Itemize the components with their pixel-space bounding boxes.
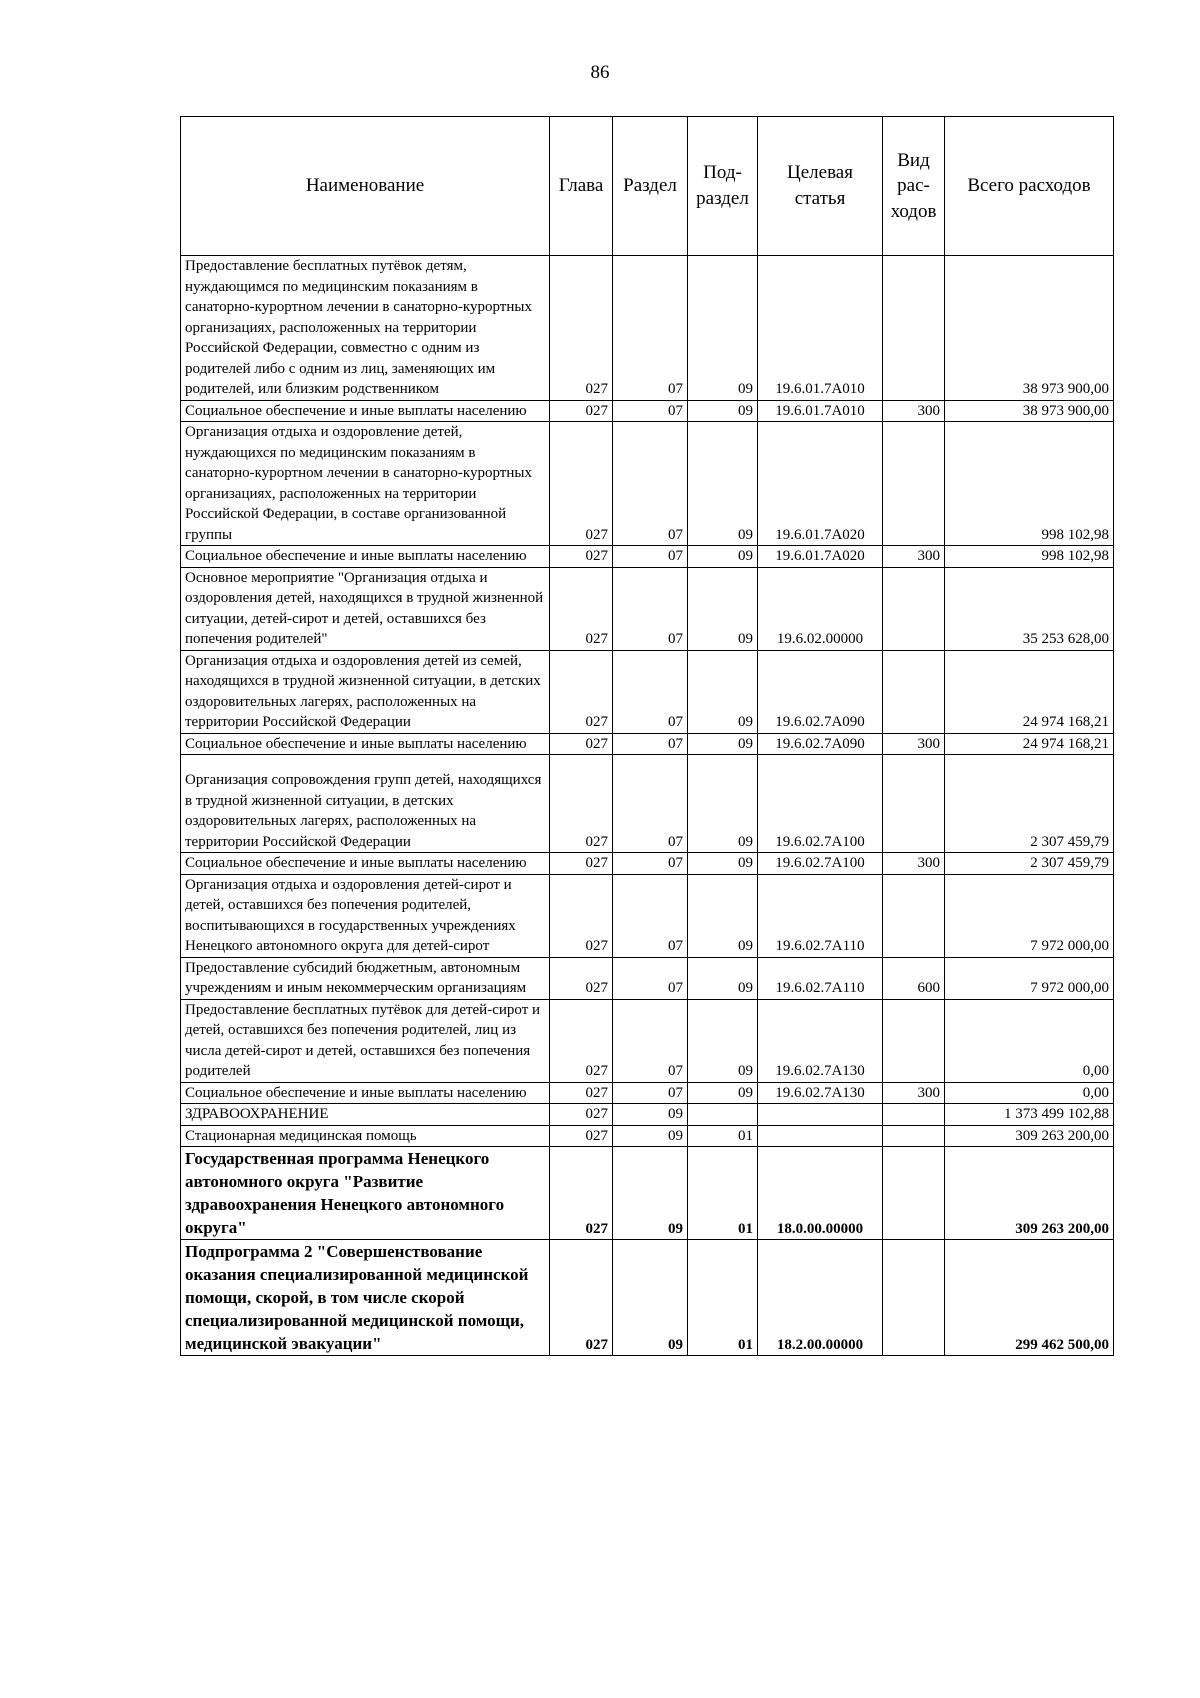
table-row [181, 650, 1114, 733]
cell-subsection: 09 [688, 567, 758, 650]
cell-section: 07 [613, 650, 688, 733]
cell-section: 07 [613, 874, 688, 957]
table-row [181, 999, 1114, 1082]
header-expense-type: Вид рас- ходов [883, 117, 945, 256]
cell-chapter: 027 [550, 1082, 613, 1104]
cell-total: 0,00 [945, 1082, 1114, 1104]
cell-expense-type: 300 [883, 733, 945, 755]
table-row [181, 1125, 1114, 1147]
cell-subsection: 09 [688, 999, 758, 1082]
cell-name: Организация отдыха и оздоровление детей, нуждающихся по медицинским показаниям в санаторно-курортном лечении в санаторно-курортных организациях, расположенных на территории Российской Федерации, в составе организованной группы [181, 422, 550, 546]
table-row [181, 400, 1114, 422]
header-name: Наименование [181, 117, 550, 256]
table-row [181, 1240, 1114, 1356]
cell-target-article: 19.6.02.7А090 [758, 650, 883, 733]
cell-subsection: 09 [688, 733, 758, 755]
cell-subsection: 01 [688, 1240, 758, 1356]
cell-expense-type [883, 755, 945, 853]
header-subsection: Под- раздел [688, 117, 758, 256]
cell-target-article: 19.6.01.7А010 [758, 400, 883, 422]
cell-section: 07 [613, 853, 688, 875]
cell-name: Стационарная медицинская помощь [181, 1125, 550, 1147]
cell-target-article: 19.6.01.7А010 [758, 256, 883, 401]
cell-chapter: 027 [550, 400, 613, 422]
table-row [181, 546, 1114, 568]
cell-name: Предоставление бесплатных путёвок для детей-сирот и детей, оставшихся без попечения родителей, лиц из числа детей-сирот и детей, оставшихся без попечения родителей [181, 999, 550, 1082]
cell-name: Подпрограмма 2 "Совершенствование оказания специализированной медицинской помощи, скорой, в том числе скорой специализированной медицинской помощи, медицинской эвакуации" [181, 1240, 550, 1356]
header-chapter: Глава [550, 117, 613, 256]
cell-section: 07 [613, 1082, 688, 1104]
cell-section: 09 [613, 1240, 688, 1356]
table-row [181, 256, 1114, 401]
cell-subsection: 09 [688, 650, 758, 733]
cell-chapter: 027 [550, 733, 613, 755]
cell-subsection [688, 1104, 758, 1126]
cell-name: Государственная программа Ненецкого автономного округа "Развитие здравоохранения Ненецкого автономного округа" [181, 1147, 550, 1240]
cell-target-article: 19.6.02.00000 [758, 567, 883, 650]
cell-total: 38 973 900,00 [945, 400, 1114, 422]
header-target-article: Целевая статья [758, 117, 883, 256]
cell-target-article: 19.6.02.7А130 [758, 999, 883, 1082]
cell-total: 0,00 [945, 999, 1114, 1082]
cell-target-article: 19.6.01.7А020 [758, 546, 883, 568]
cell-name: Социальное обеспечение и иные выплаты населению [181, 733, 550, 755]
cell-name: Организация сопровождения групп детей, находящихся в трудной жизненной ситуации, в детских оздоровительных лагерях, расположенных на территории Российской Федерации [181, 755, 550, 853]
cell-target-article: 18.0.00.00000 [758, 1147, 883, 1240]
cell-total: 299 462 500,00 [945, 1240, 1114, 1356]
budget-table [180, 116, 1114, 1356]
cell-section: 07 [613, 999, 688, 1082]
cell-subsection: 09 [688, 256, 758, 401]
cell-total: 1 373 499 102,88 [945, 1104, 1114, 1126]
cell-expense-type: 300 [883, 1082, 945, 1104]
table-row [181, 567, 1114, 650]
table-row [181, 853, 1114, 875]
cell-target-article [758, 1104, 883, 1126]
cell-subsection: 09 [688, 874, 758, 957]
cell-subsection: 09 [688, 853, 758, 875]
cell-chapter: 027 [550, 1240, 613, 1356]
table-row [181, 957, 1114, 999]
cell-target-article: 19.6.02.7А100 [758, 755, 883, 853]
cell-total: 24 974 168,21 [945, 650, 1114, 733]
cell-name: Предоставление субсидий бюджетным, автономным учреждениям и иным некоммерческим организациям [181, 957, 550, 999]
cell-total: 2 307 459,79 [945, 853, 1114, 875]
table-row [181, 422, 1114, 546]
cell-target-article: 19.6.01.7А020 [758, 422, 883, 546]
cell-expense-type: 300 [883, 853, 945, 875]
cell-section: 07 [613, 546, 688, 568]
cell-total: 38 973 900,00 [945, 256, 1114, 401]
cell-subsection: 09 [688, 546, 758, 568]
table-row [181, 1104, 1114, 1126]
cell-total: 35 253 628,00 [945, 567, 1114, 650]
cell-section: 07 [613, 755, 688, 853]
cell-subsection: 01 [688, 1125, 758, 1147]
cell-subsection: 01 [688, 1147, 758, 1240]
cell-expense-type: 300 [883, 546, 945, 568]
cell-total: 998 102,98 [945, 546, 1114, 568]
cell-chapter: 027 [550, 650, 613, 733]
cell-section: 07 [613, 256, 688, 401]
cell-total: 998 102,98 [945, 422, 1114, 546]
cell-chapter: 027 [550, 999, 613, 1082]
cell-section: 07 [613, 733, 688, 755]
cell-expense-type [883, 256, 945, 401]
cell-section: 07 [613, 957, 688, 999]
cell-name: Социальное обеспечение и иные выплаты населению [181, 546, 550, 568]
cell-total: 24 974 168,21 [945, 733, 1114, 755]
cell-expense-type [883, 1104, 945, 1126]
cell-expense-type [883, 999, 945, 1082]
page-number: 86 [590, 62, 610, 83]
cell-target-article: 19.6.02.7А100 [758, 853, 883, 875]
cell-chapter: 027 [550, 256, 613, 401]
cell-name: Организация отдыха и оздоровления детей-сирот и детей, оставшихся без попечения родителей, воспитывающихся в государственных учреждениях Ненецкого автономного округа для детей-сирот [181, 874, 550, 957]
cell-chapter: 027 [550, 755, 613, 853]
cell-section: 09 [613, 1125, 688, 1147]
table-row [181, 1082, 1114, 1104]
table-row [181, 1147, 1114, 1240]
cell-name: Предоставление бесплатных путёвок детям, нуждающимся по медицинским показаниям в санаторно-курортном лечении в санаторно-курортных организациях, расположенных на территории Российской Федерации, совместно с одним из родителей либо с одним из лиц, заменяющих им родителей, или близким родственником [181, 256, 550, 401]
cell-chapter: 027 [550, 567, 613, 650]
table-row [181, 733, 1114, 755]
cell-total: 309 263 200,00 [945, 1147, 1114, 1240]
cell-name: Организация отдыха и оздоровления детей из семей, находящихся в трудной жизненной ситуации, в детских оздоровительных лагерях, расположенных на территории Российской Федерации [181, 650, 550, 733]
cell-name: Основное мероприятие "Организация отдыха и оздоровления детей, находящихся в трудной жизненной ситуации, детей-сирот и детей, оставшихся без попечения родителей" [181, 567, 550, 650]
cell-section: 07 [613, 400, 688, 422]
header-section: Раздел [613, 117, 688, 256]
cell-target-article: 19.6.02.7А110 [758, 874, 883, 957]
cell-chapter: 027 [550, 1125, 613, 1147]
cell-expense-type [883, 1240, 945, 1356]
cell-chapter: 027 [550, 546, 613, 568]
cell-name: Социальное обеспечение и иные выплаты населению [181, 400, 550, 422]
cell-target-article: 19.6.02.7А110 [758, 957, 883, 999]
cell-chapter: 027 [550, 1147, 613, 1240]
cell-total: 7 972 000,00 [945, 874, 1114, 957]
cell-expense-type: 300 [883, 400, 945, 422]
cell-target-article: 19.6.02.7А130 [758, 1082, 883, 1104]
cell-section: 09 [613, 1147, 688, 1240]
cell-subsection: 09 [688, 400, 758, 422]
cell-expense-type [883, 874, 945, 957]
cell-target-article: 19.6.02.7А090 [758, 733, 883, 755]
cell-target-article: 18.2.00.00000 [758, 1240, 883, 1356]
cell-chapter: 027 [550, 853, 613, 875]
cell-expense-type [883, 422, 945, 546]
cell-total: 2 307 459,79 [945, 755, 1114, 853]
cell-target-article [758, 1125, 883, 1147]
cell-subsection: 09 [688, 1082, 758, 1104]
table-row [181, 874, 1114, 957]
cell-expense-type [883, 650, 945, 733]
cell-expense-type [883, 567, 945, 650]
cell-chapter: 027 [550, 422, 613, 546]
cell-section: 07 [613, 567, 688, 650]
cell-expense-type: 600 [883, 957, 945, 999]
cell-chapter: 027 [550, 957, 613, 999]
cell-total: 7 972 000,00 [945, 957, 1114, 999]
cell-chapter: 027 [550, 874, 613, 957]
cell-total: 309 263 200,00 [945, 1125, 1114, 1147]
cell-name: Социальное обеспечение и иные выплаты населению [181, 853, 550, 875]
cell-subsection: 09 [688, 422, 758, 546]
cell-name: ЗДРАВООХРАНЕНИЕ [181, 1104, 550, 1126]
cell-subsection: 09 [688, 957, 758, 999]
cell-section: 09 [613, 1104, 688, 1126]
cell-chapter: 027 [550, 1104, 613, 1126]
header-total: Всего расходов [945, 117, 1114, 256]
cell-expense-type [883, 1125, 945, 1147]
cell-subsection: 09 [688, 755, 758, 853]
cell-section: 07 [613, 422, 688, 546]
cell-name: Социальное обеспечение и иные выплаты населению [181, 1082, 550, 1104]
cell-expense-type [883, 1147, 945, 1240]
table-row [181, 755, 1114, 853]
header-row [181, 117, 1114, 256]
